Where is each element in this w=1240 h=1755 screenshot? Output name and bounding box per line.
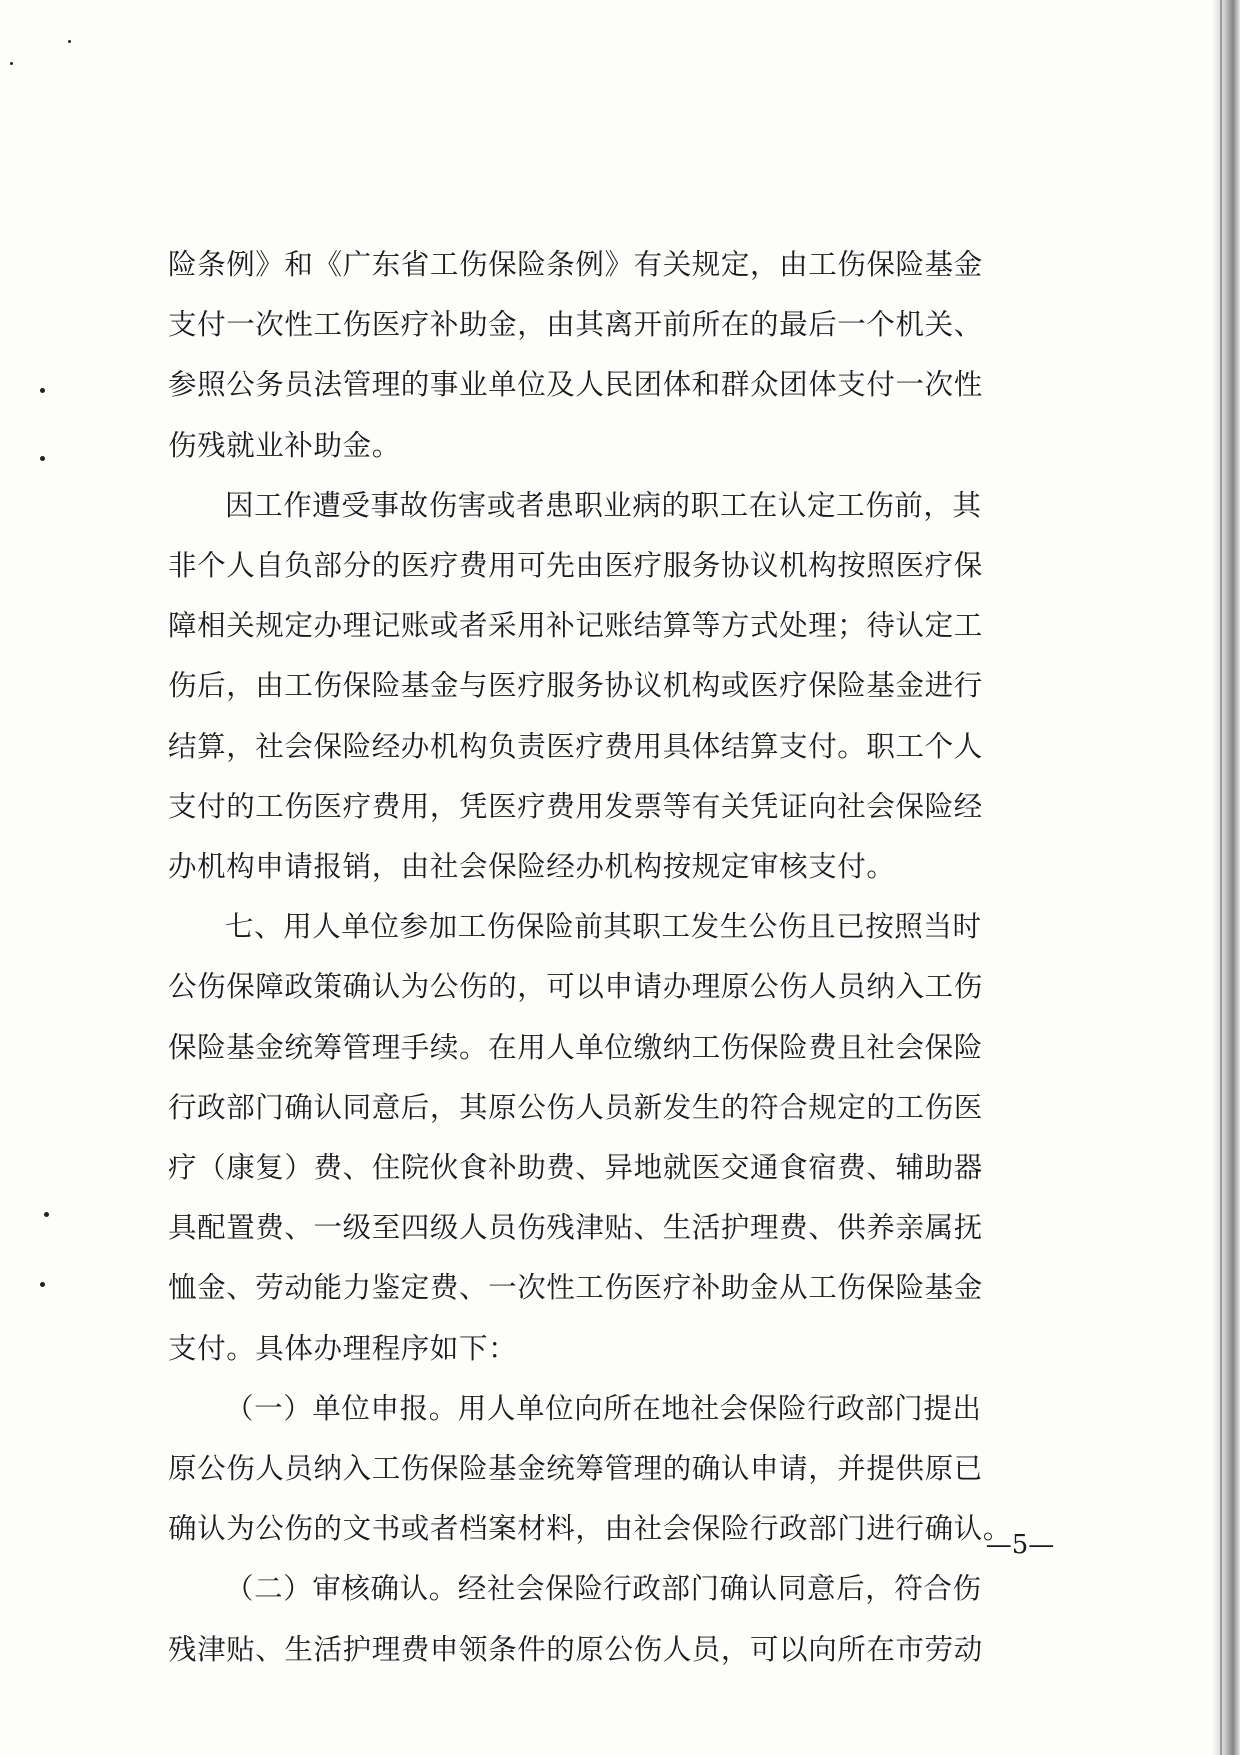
text-line: 恤金、劳动能力鉴定费、一次性工伤医疗补助金从工伤保险基金 [168,1271,983,1305]
text-line: 支付一次性工伤医疗补助金，由其离开前所在的最后一个机关、 [168,308,983,342]
scan-speck [10,62,13,65]
text-line: 非个人自负部分的医疗费用可先由医疗服务协议机构按照医疗保 [168,549,983,583]
text-line: （一）单位申报。用人单位向所在地社会保险行政部门提出 [225,1391,982,1425]
text-line: 险条例》和《广东省工伤保险条例》有关规定，由工伤保险基金 [168,248,983,281]
scan-speck [68,40,71,43]
text-line: 残津贴、生活护理费申领条件的原公伤人员，可以向所在市劳动 [168,1632,983,1666]
paragraph [168,1559,1048,1679]
scan-edge-shadow [1212,0,1240,1755]
text-line: 支付。具体办理程序如下： [168,1331,518,1365]
text-line: 保险基金统筹管理手续。在用人单位缴纳工伤保险费且社会保险 [168,1030,983,1064]
text-line: 具配置费、一级至四级人员伤残津贴、生活护理费、供养亲属抚 [168,1211,983,1245]
text-line: 确认为公伤的文书或者档案材料，由社会保险行政部门进行确认。 [168,1512,1012,1546]
text-line: 原公伤人员纳入工伤保险基金统筹管理的确认申请，并提供原已 [168,1452,983,1486]
text-line: 疗（康复）费、住院伙食补助费、异地就医交通食宿费、辅助器 [168,1151,983,1185]
paragraph [168,235,1048,476]
text-line: 支付的工伤医疗费用，凭医疗费用发票等有关凭证向社会保险经 [168,789,983,823]
text-line: 参照公务员法管理的事业单位及人民团体和群众团体支付一次性 [168,368,983,402]
text-line: 公伤保障政策确认为公伤的，可以申请办理原公伤人员纳入工伤 [168,970,983,1004]
text-line: 行政部门确认同意后，其原公伤人员新发生的符合规定的工伤医 [168,1090,983,1124]
text-line: 伤后，由工伤保险基金与医疗服务协议机构或医疗保险基金进行 [168,669,983,703]
text-line: 障相关规定办理记账或者采用补记账结算等方式处理；待认定工 [168,609,983,643]
scan-speck [40,456,45,461]
text-line: 七、用人单位参加工伤保险前其职工发生公伤且已按照当时 [225,910,982,944]
paragraph [168,476,1048,897]
text-line: 伤残就业补助金。 [168,428,401,462]
paragraph [168,897,1048,1379]
text-line: 办机构申请报销，由社会保险经办机构按规定审核支付。 [168,850,896,884]
scan-speck [40,1282,45,1287]
scan-speck [40,388,45,393]
text-line: 因工作遭受事故伤害或者患职业病的职工在认定工伤前，其 [225,488,982,522]
document-body [168,235,1048,1680]
text-line: 结算，社会保险经办机构负责医疗费用具体结算支付。职工个人 [168,729,983,763]
text-line: （二）审核确认。经社会保险行政部门确认同意后，符合伤 [225,1572,982,1606]
scan-edge-line [1220,0,1222,1755]
scan-speck [44,1212,49,1217]
page-number: —5— [985,1530,1055,1560]
paragraph [168,1379,1048,1560]
